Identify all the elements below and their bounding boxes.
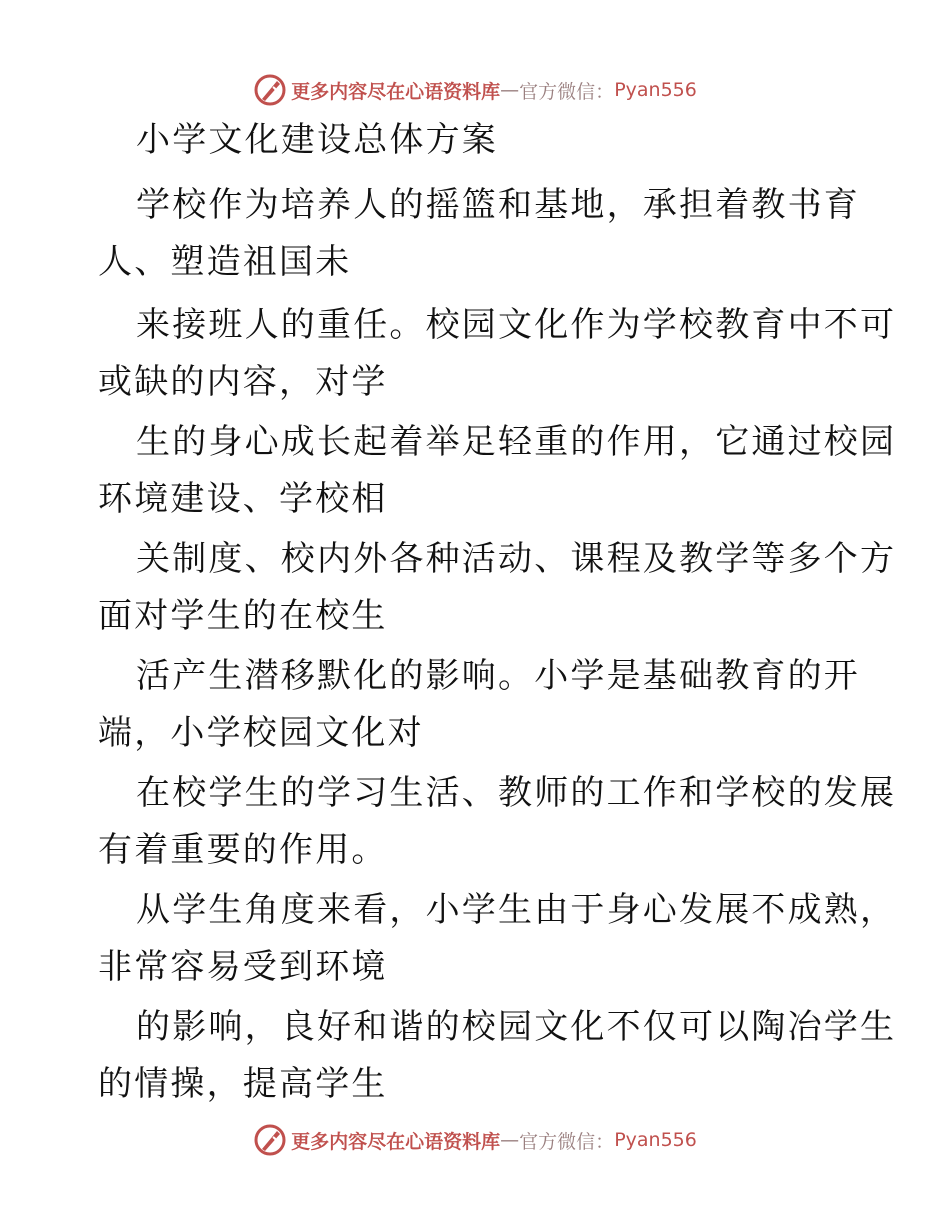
paragraph-line: 生的身心成长起着举足轻重的作用，它通过校园 (136, 422, 897, 462)
paragraph-line: 端，小学校园文化对 (98, 713, 424, 753)
banner-id-text: Pyan556 (614, 1129, 697, 1151)
paragraph-line: 有着重要的作用。 (98, 830, 388, 870)
paragraph-line: 关制度、校内外各种活动、课程及教学等多个方 (136, 539, 897, 579)
paragraph-line: 的情操，提高学生 (98, 1064, 388, 1104)
paragraph-line: 人、塑造祖国未 (98, 242, 352, 282)
paragraph-line: 非常容易受到环境 (98, 947, 388, 987)
paragraph-line: 在校学生的学习生活、教师的工作和学校的发展 (136, 773, 897, 813)
paragraph-line: 面对学生的在校生 (98, 596, 388, 636)
paragraph-line: 环境建设、学校相 (98, 479, 388, 519)
banner-main-text: 更多内容尽在心语资料库 (291, 1130, 501, 1153)
header-banner (0, 70, 950, 110)
quill-logo-icon (253, 1123, 287, 1157)
paragraph-line: 来接班人的重任。校园文化作为学校教育中不可 (136, 305, 897, 345)
banner-dash: — (500, 1129, 520, 1151)
paragraph-line: 从学生角度来看，小学生由于身心发展不成熟， (136, 890, 897, 930)
paragraph-line: 的影响，良好和谐的校园文化不仅可以陶冶学生 (136, 1007, 897, 1047)
banner-sub-text: 官方微信： (519, 80, 615, 103)
quill-logo-icon (253, 73, 287, 107)
document-title: 小学文化建设总体方案 (136, 120, 498, 160)
banner-dash: — (500, 79, 520, 101)
paragraph-line: 学校作为培养人的摇篮和基地，承担着教书育 (136, 185, 860, 225)
banner-main-text: 更多内容尽在心语资料库 (291, 80, 501, 103)
footer-banner (0, 1120, 950, 1160)
paragraph-line: 或缺的内容，对学 (98, 362, 388, 402)
banner-sub-text: 官方微信： (519, 1130, 615, 1153)
paragraph-line: 活产生潜移默化的影响。小学是基础教育的开 (136, 656, 860, 696)
banner-id-text: Pyan556 (614, 79, 697, 101)
